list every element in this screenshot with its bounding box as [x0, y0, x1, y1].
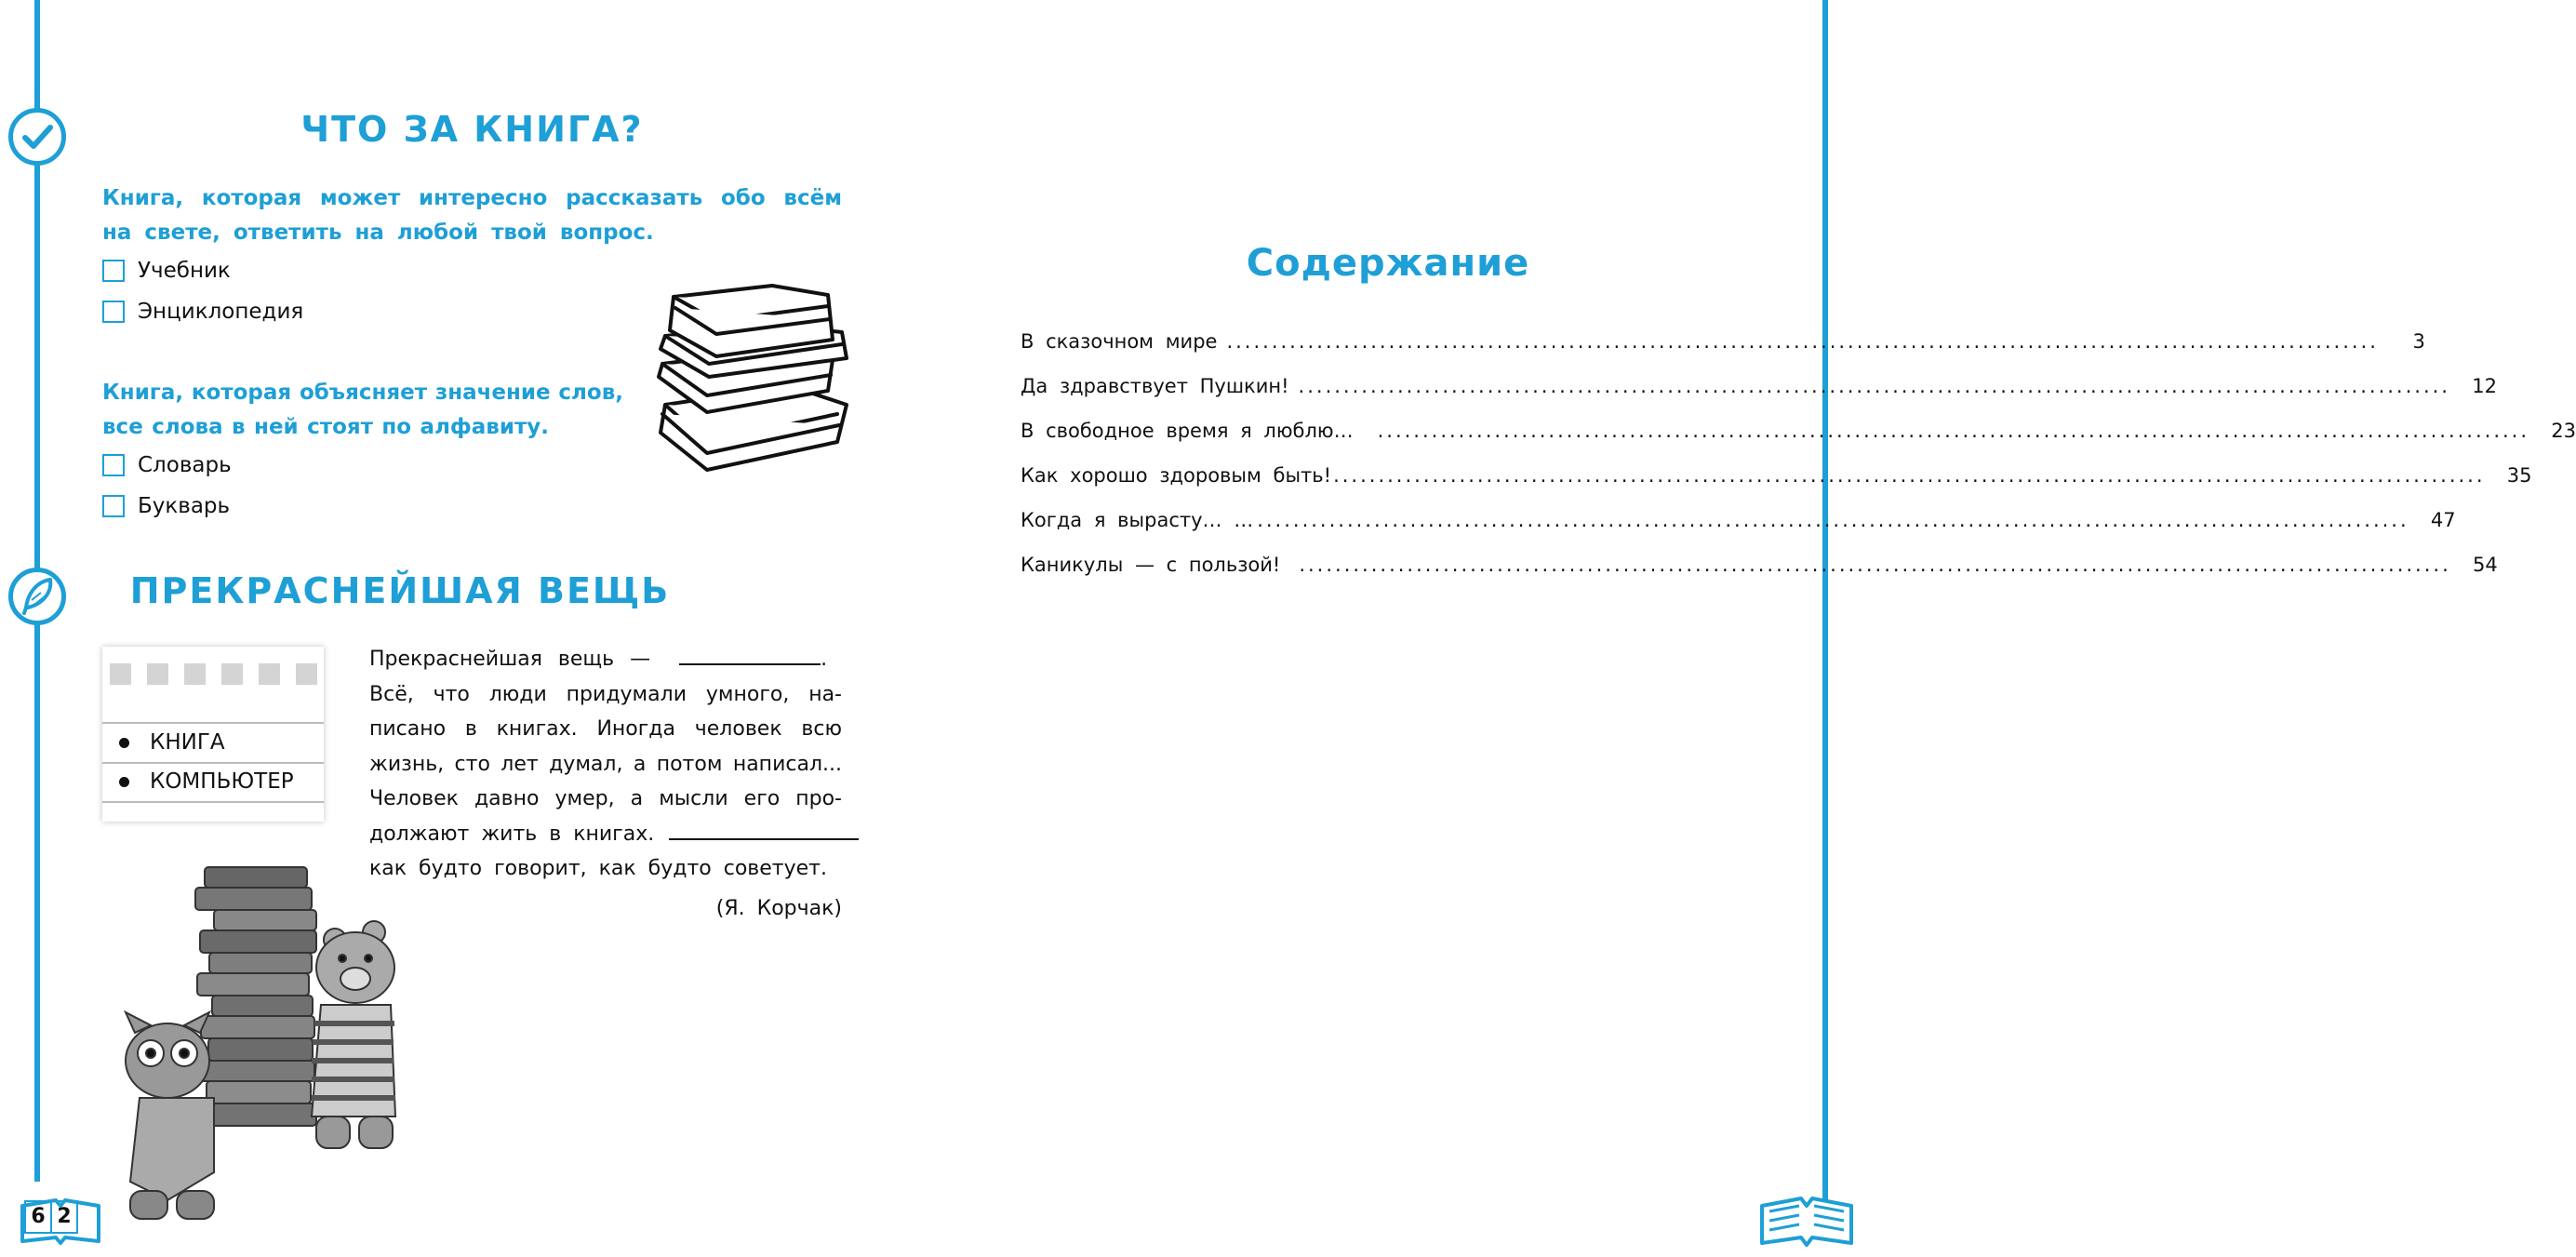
- toc-entry[interactable]: [1021, 420, 2576, 442]
- toc-entry-page: 23: [2551, 420, 2576, 442]
- option-encyclopedia[interactable]: [102, 300, 303, 324]
- option-label: Энциклопедия: [138, 300, 304, 324]
- toc-entry-title: Когда я вырасту… …: [1021, 509, 1254, 531]
- toc-leader: ................................................................................................................................: [1226, 330, 2379, 353]
- letter-box[interactable]: [259, 663, 280, 685]
- bullet: [119, 738, 129, 748]
- toc-leader: ................................................................................................................................: [1299, 554, 2451, 576]
- option-label: Учебник: [138, 259, 231, 283]
- toc-title: Содержание: [1246, 242, 1530, 285]
- divider: [102, 762, 324, 764]
- divider: [102, 722, 324, 724]
- checkbox[interactable]: [102, 260, 125, 282]
- card-option-label: КНИГА: [150, 730, 225, 755]
- toc-entry-page: 54: [2473, 554, 2498, 576]
- quote-line-1-text: Прекраснейшая вещь —: [369, 648, 667, 671]
- quote-line-7: как будто говорит, как будто советует.: [369, 857, 827, 880]
- option-primer[interactable]: [102, 494, 230, 518]
- bullet: [119, 777, 129, 787]
- toc-leader: ................................................................................................................................: [1333, 464, 2486, 487]
- toc-entry-title: Да здравствует Пушкин!: [1021, 375, 1289, 397]
- option-textbook[interactable]: [102, 259, 231, 283]
- option-dictionary[interactable]: [102, 453, 232, 477]
- option-label: Букварь: [138, 494, 231, 518]
- toc-entry[interactable]: [1021, 464, 2532, 487]
- answer-blank[interactable]: [679, 645, 821, 665]
- toc-entry-page: 12: [2472, 375, 2497, 397]
- right-margin-rule: [1822, 0, 1828, 1200]
- toc-entry-title: Как хорошо здоровым быть!: [1021, 464, 1332, 487]
- quote-line-6-text: должают жить в книгах.: [369, 822, 655, 846]
- quote-line-1: [369, 642, 842, 677]
- toc-leader: ................................................................................................................................: [1298, 375, 2450, 397]
- quote-line-4: жизнь, сто лет думал, а потом написал...: [369, 752, 842, 776]
- quote-line-1-end: .: [821, 648, 828, 671]
- section-title-best-thing: ПРЕКРАСНЕЙШАЯ ВЕЩЬ: [129, 570, 671, 611]
- quote-line-3: писано в книгах. Иногда человек всю: [369, 717, 842, 741]
- feather-icon: [8, 568, 66, 625]
- checkbox[interactable]: [102, 301, 125, 323]
- toc-entry-title: В свободное время я люблю…: [1021, 420, 1354, 442]
- answer-card: [102, 647, 324, 822]
- toc-leader: ................................................................................................................................: [1377, 420, 2530, 442]
- toc-entry-page: 35: [2506, 464, 2532, 487]
- open-book-icon: [1758, 1193, 1855, 1250]
- page-digit: 2: [52, 1200, 78, 1234]
- quote-line-2: Всё, что люди придумали умного, на-: [369, 682, 842, 706]
- quote-author: (Я. Корчак): [715, 896, 842, 920]
- toc-entry[interactable]: [1021, 375, 2497, 397]
- section-title-what-book: ЧТО ЗА КНИГА?: [300, 109, 644, 150]
- toc-entry-page: 3: [2412, 330, 2425, 353]
- bears-with-books-illustration: [112, 847, 465, 1237]
- letter-box[interactable]: [221, 663, 243, 685]
- checkbox[interactable]: [102, 495, 125, 517]
- page-digit: 6: [24, 1200, 52, 1234]
- toc-entry-title: В сказочном мире: [1021, 330, 1218, 353]
- letter-box[interactable]: [296, 663, 317, 685]
- letter-boxes: [110, 663, 317, 685]
- question-1-line-2: на свете, ответить на любой твой вопрос.: [102, 221, 654, 245]
- quote-line-5: Человек давно умер, а мысли его про-: [369, 787, 842, 810]
- checkbox[interactable]: [102, 454, 125, 476]
- answer-blank[interactable]: [669, 820, 859, 840]
- card-option-computer[interactable]: [119, 769, 294, 794]
- card-option-book[interactable]: [119, 730, 225, 755]
- checkmark-icon: [8, 108, 66, 166]
- letter-box[interactable]: [147, 663, 168, 685]
- letter-box[interactable]: [110, 663, 131, 685]
- toc-entry-title: Каникулы — с пользой!: [1021, 554, 1281, 576]
- toc-leader: ................................................................................................................................: [1257, 509, 2409, 531]
- book-stack-icon: [642, 274, 865, 488]
- toc-entry-page: 47: [2430, 509, 2456, 531]
- option-label: Словарь: [138, 453, 232, 477]
- question-2-line-1: Книга, которая объясняет значение слов,: [102, 381, 623, 405]
- divider: [102, 801, 324, 803]
- question-2-line-2: все слова в ней стоят по алфавиту.: [102, 415, 549, 439]
- question-1-line-1: Книга, которая может интересно рассказать обо всём: [102, 186, 842, 210]
- open-book-icon: [19, 1193, 102, 1249]
- letter-box[interactable]: [184, 663, 206, 685]
- toc-entry[interactable]: [1021, 330, 2425, 353]
- toc-entry[interactable]: [1021, 554, 2498, 576]
- card-option-label: КОМПЬЮТЕР: [150, 769, 294, 794]
- toc-entry[interactable]: [1021, 509, 2456, 531]
